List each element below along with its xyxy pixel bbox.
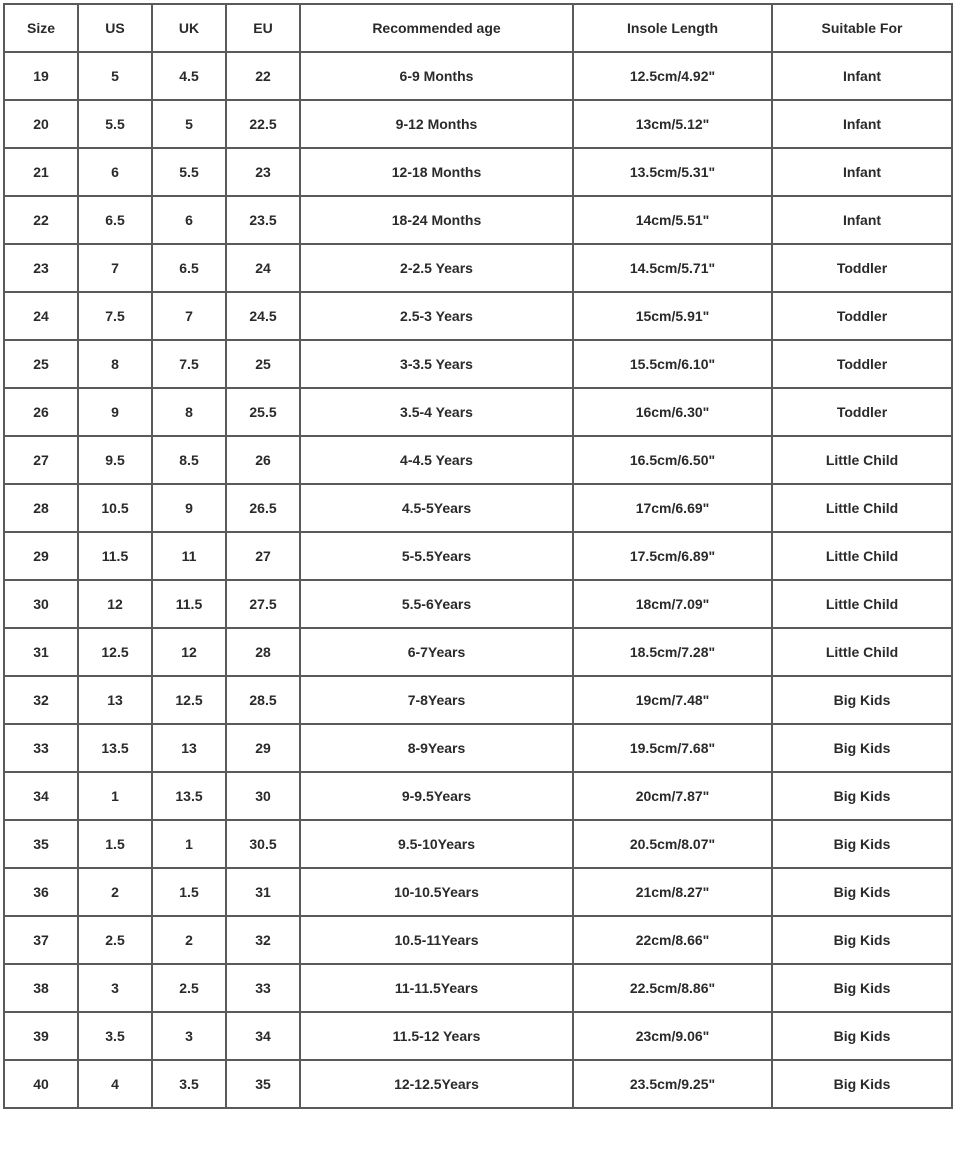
cell-size: 35 [4, 820, 78, 868]
table-row [4, 196, 952, 244]
cell-recommended-age: 11.5-12 Years [300, 1012, 573, 1060]
cell-recommended-age: 9-12 Months [300, 100, 573, 148]
table-row [4, 532, 952, 580]
cell-insole-length: 14cm/5.51" [573, 196, 772, 244]
cell-size: 34 [4, 772, 78, 820]
cell-insole-length: 15.5cm/6.10" [573, 340, 772, 388]
cell-size: 29 [4, 532, 78, 580]
cell-us: 9 [78, 388, 152, 436]
size-chart [3, 3, 953, 1109]
cell-size: 40 [4, 1060, 78, 1108]
cell-us: 7.5 [78, 292, 152, 340]
cell-suitable-for: Big Kids [772, 724, 952, 772]
cell-us: 12 [78, 580, 152, 628]
cell-recommended-age: 2-2.5 Years [300, 244, 573, 292]
header-us: US [78, 4, 152, 52]
cell-recommended-age: 10-10.5Years [300, 868, 573, 916]
cell-size: 19 [4, 52, 78, 100]
cell-eu: 23.5 [226, 196, 300, 244]
cell-uk: 4.5 [152, 52, 226, 100]
cell-uk: 11 [152, 532, 226, 580]
cell-us: 9.5 [78, 436, 152, 484]
cell-suitable-for: Infant [772, 100, 952, 148]
cell-suitable-for: Big Kids [772, 868, 952, 916]
table-row [4, 772, 952, 820]
cell-insole-length: 15cm/5.91" [573, 292, 772, 340]
cell-insole-length: 23.5cm/9.25" [573, 1060, 772, 1108]
cell-size: 20 [4, 100, 78, 148]
cell-size: 27 [4, 436, 78, 484]
cell-suitable-for: Toddler [772, 340, 952, 388]
cell-recommended-age: 6-9 Months [300, 52, 573, 100]
cell-eu: 32 [226, 916, 300, 964]
cell-us: 2 [78, 868, 152, 916]
cell-size: 22 [4, 196, 78, 244]
cell-us: 6.5 [78, 196, 152, 244]
cell-recommended-age: 6-7Years [300, 628, 573, 676]
cell-eu: 30.5 [226, 820, 300, 868]
cell-suitable-for: Big Kids [772, 964, 952, 1012]
cell-eu: 25 [226, 340, 300, 388]
cell-suitable-for: Infant [772, 196, 952, 244]
cell-eu: 25.5 [226, 388, 300, 436]
cell-size: 36 [4, 868, 78, 916]
cell-uk: 6 [152, 196, 226, 244]
cell-uk: 3.5 [152, 1060, 226, 1108]
cell-suitable-for: Toddler [772, 292, 952, 340]
table-body [4, 52, 952, 1108]
cell-eu: 31 [226, 868, 300, 916]
cell-eu: 22 [226, 52, 300, 100]
cell-suitable-for: Big Kids [772, 772, 952, 820]
cell-recommended-age: 7-8Years [300, 676, 573, 724]
cell-insole-length: 16cm/6.30" [573, 388, 772, 436]
cell-uk: 6.5 [152, 244, 226, 292]
cell-us: 5 [78, 52, 152, 100]
cell-eu: 22.5 [226, 100, 300, 148]
cell-uk: 9 [152, 484, 226, 532]
cell-uk: 13 [152, 724, 226, 772]
cell-eu: 33 [226, 964, 300, 1012]
cell-recommended-age: 4-4.5 Years [300, 436, 573, 484]
table-row [4, 52, 952, 100]
cell-uk: 12 [152, 628, 226, 676]
cell-eu: 34 [226, 1012, 300, 1060]
cell-uk: 1 [152, 820, 226, 868]
table-row [4, 628, 952, 676]
cell-recommended-age: 2.5-3 Years [300, 292, 573, 340]
cell-eu: 26 [226, 436, 300, 484]
cell-insole-length: 22.5cm/8.86" [573, 964, 772, 1012]
cell-insole-length: 20cm/7.87" [573, 772, 772, 820]
cell-size: 26 [4, 388, 78, 436]
cell-recommended-age: 3.5-4 Years [300, 388, 573, 436]
table-row [4, 916, 952, 964]
table-row [4, 244, 952, 292]
cell-suitable-for: Infant [772, 148, 952, 196]
cell-eu: 30 [226, 772, 300, 820]
cell-us: 1 [78, 772, 152, 820]
cell-insole-length: 12.5cm/4.92" [573, 52, 772, 100]
cell-us: 13.5 [78, 724, 152, 772]
table-row [4, 1060, 952, 1108]
table-row [4, 1012, 952, 1060]
cell-recommended-age: 10.5-11Years [300, 916, 573, 964]
cell-insole-length: 23cm/9.06" [573, 1012, 772, 1060]
cell-us: 11.5 [78, 532, 152, 580]
cell-recommended-age: 3-3.5 Years [300, 340, 573, 388]
table-row [4, 148, 952, 196]
cell-insole-length: 17cm/6.69" [573, 484, 772, 532]
cell-insole-length: 20.5cm/8.07" [573, 820, 772, 868]
table-row [4, 964, 952, 1012]
cell-eu: 29 [226, 724, 300, 772]
cell-insole-length: 13cm/5.12" [573, 100, 772, 148]
table-row [4, 580, 952, 628]
header-eu: EU [226, 4, 300, 52]
cell-uk: 7.5 [152, 340, 226, 388]
cell-insole-length: 22cm/8.66" [573, 916, 772, 964]
cell-size: 38 [4, 964, 78, 1012]
cell-insole-length: 18cm/7.09" [573, 580, 772, 628]
table-row [4, 484, 952, 532]
cell-size: 39 [4, 1012, 78, 1060]
cell-uk: 8 [152, 388, 226, 436]
cell-us: 4 [78, 1060, 152, 1108]
cell-size: 33 [4, 724, 78, 772]
cell-size: 31 [4, 628, 78, 676]
cell-us: 12.5 [78, 628, 152, 676]
cell-us: 10.5 [78, 484, 152, 532]
cell-uk: 5.5 [152, 148, 226, 196]
table-row [4, 388, 952, 436]
cell-eu: 23 [226, 148, 300, 196]
cell-us: 7 [78, 244, 152, 292]
cell-suitable-for: Big Kids [772, 1060, 952, 1108]
cell-recommended-age: 9-9.5Years [300, 772, 573, 820]
header-size: Size [4, 4, 78, 52]
cell-insole-length: 21cm/8.27" [573, 868, 772, 916]
cell-us: 3.5 [78, 1012, 152, 1060]
cell-us: 13 [78, 676, 152, 724]
cell-suitable-for: Big Kids [772, 1012, 952, 1060]
cell-suitable-for: Little Child [772, 484, 952, 532]
table-row [4, 676, 952, 724]
cell-recommended-age: 9.5-10Years [300, 820, 573, 868]
table-row [4, 100, 952, 148]
cell-size: 32 [4, 676, 78, 724]
cell-recommended-age: 11-11.5Years [300, 964, 573, 1012]
cell-suitable-for: Big Kids [772, 916, 952, 964]
header-recommended-age: Recommended age [300, 4, 573, 52]
cell-insole-length: 14.5cm/5.71" [573, 244, 772, 292]
cell-insole-length: 13.5cm/5.31" [573, 148, 772, 196]
cell-suitable-for: Little Child [772, 436, 952, 484]
cell-uk: 8.5 [152, 436, 226, 484]
header-insole-length: Insole Length [573, 4, 772, 52]
cell-eu: 24.5 [226, 292, 300, 340]
cell-us: 2.5 [78, 916, 152, 964]
cell-recommended-age: 5.5-6Years [300, 580, 573, 628]
cell-uk: 2.5 [152, 964, 226, 1012]
cell-recommended-age: 18-24 Months [300, 196, 573, 244]
header-row [4, 4, 952, 52]
cell-eu: 27.5 [226, 580, 300, 628]
table-row [4, 436, 952, 484]
cell-uk: 3 [152, 1012, 226, 1060]
cell-recommended-age: 12-18 Months [300, 148, 573, 196]
table-row [4, 820, 952, 868]
cell-insole-length: 19cm/7.48" [573, 676, 772, 724]
cell-size: 24 [4, 292, 78, 340]
cell-size: 23 [4, 244, 78, 292]
cell-suitable-for: Infant [772, 52, 952, 100]
size-chart-table [3, 3, 953, 1109]
cell-uk: 11.5 [152, 580, 226, 628]
cell-us: 3 [78, 964, 152, 1012]
cell-uk: 12.5 [152, 676, 226, 724]
cell-eu: 28.5 [226, 676, 300, 724]
cell-recommended-age: 12-12.5Years [300, 1060, 573, 1108]
cell-suitable-for: Big Kids [772, 676, 952, 724]
cell-eu: 24 [226, 244, 300, 292]
cell-recommended-age: 5-5.5Years [300, 532, 573, 580]
cell-eu: 26.5 [226, 484, 300, 532]
header-uk: UK [152, 4, 226, 52]
table-row [4, 724, 952, 772]
cell-size: 28 [4, 484, 78, 532]
cell-uk: 1.5 [152, 868, 226, 916]
cell-insole-length: 17.5cm/6.89" [573, 532, 772, 580]
table-row [4, 868, 952, 916]
cell-us: 6 [78, 148, 152, 196]
cell-suitable-for: Toddler [772, 388, 952, 436]
cell-suitable-for: Little Child [772, 580, 952, 628]
cell-uk: 7 [152, 292, 226, 340]
cell-insole-length: 18.5cm/7.28" [573, 628, 772, 676]
cell-uk: 2 [152, 916, 226, 964]
cell-size: 37 [4, 916, 78, 964]
cell-uk: 13.5 [152, 772, 226, 820]
cell-eu: 28 [226, 628, 300, 676]
cell-size: 30 [4, 580, 78, 628]
cell-uk: 5 [152, 100, 226, 148]
cell-insole-length: 19.5cm/7.68" [573, 724, 772, 772]
header-suitable-for: Suitable For [772, 4, 952, 52]
table-header [4, 4, 952, 52]
cell-us: 5.5 [78, 100, 152, 148]
cell-size: 25 [4, 340, 78, 388]
cell-eu: 35 [226, 1060, 300, 1108]
cell-suitable-for: Toddler [772, 244, 952, 292]
cell-size: 21 [4, 148, 78, 196]
table-row [4, 292, 952, 340]
cell-suitable-for: Big Kids [772, 820, 952, 868]
cell-recommended-age: 4.5-5Years [300, 484, 573, 532]
cell-us: 1.5 [78, 820, 152, 868]
cell-us: 8 [78, 340, 152, 388]
table-row [4, 340, 952, 388]
cell-suitable-for: Little Child [772, 628, 952, 676]
cell-suitable-for: Little Child [772, 532, 952, 580]
cell-recommended-age: 8-9Years [300, 724, 573, 772]
cell-eu: 27 [226, 532, 300, 580]
cell-insole-length: 16.5cm/6.50" [573, 436, 772, 484]
